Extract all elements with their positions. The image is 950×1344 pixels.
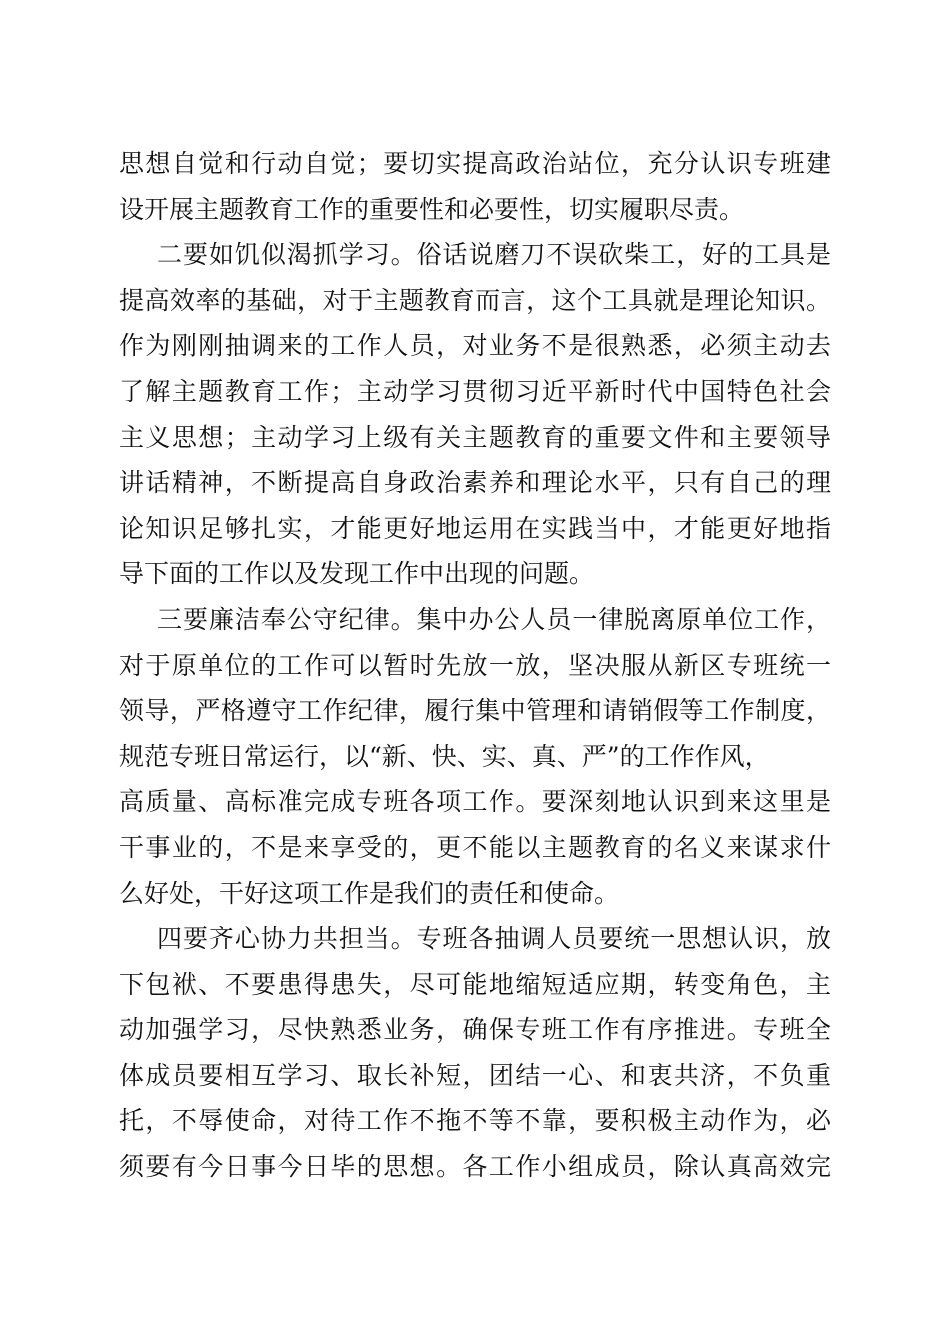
text-line-6: 了解主题教育工作；主动学习贯彻习近平新时代中国特色社会 [119,376,831,406]
text-line-2: 设开展主题教育工作的重要性和必要性，切实履职尽责。 [119,194,745,224]
text-line-5: 作为刚刚抽调来的工作人员，对业务不是很熟悉，必须主动去 [119,331,831,361]
text-line-20: 动加强学习，尽快熟悉业务，确保专班工作有序推进。专班全 [119,1015,831,1045]
text-line-14: 规范专班日常运行，以“新、快、实、真、严”的工作作风， [119,741,770,771]
text-line-3: 二要如饥似渴抓学习。俗话说磨刀不误砍柴工，好的工具是 [157,240,831,270]
text-line-13: 领导，严格遵守工作纪律，履行集中管理和请销假等工作制度， [119,696,831,726]
text-line-23: 须要有今日事今日毕的思想。各工作小组成员，除认真高效完 [119,1152,831,1182]
text-line-18: 四要齐心协力共担当。专班各抽调人员要统一思想认识，放 [157,924,831,954]
text-line-17: 么好处，干好这项工作是我们的责任和使命。 [119,878,620,908]
text-line-15: 高质量、高标准完成专班各项工作。要深刻地认识到来这里是 [119,787,831,817]
text-line-22: 托，不辱使命，对待工作不拖不等不靠，要积极主动作为，必 [119,1106,831,1136]
text-line-21: 体成员要相互学习、取长补短，团结一心、和衷共济，不负重 [119,1060,831,1090]
text-line-7: 主义思想；主动学习上级有关主题教育的重要文件和主要领导 [119,422,831,452]
text-line-19: 下包袱、不要患得患失，尽可能地缩短适应期，转变角色，主 [119,969,831,999]
text-line-12: 对于原单位的工作可以暂时先放一放，坚决服从新区专班统一 [119,650,831,680]
text-line-16: 干事业的，不是来享受的，更不能以主题教育的名义来谋求什 [119,832,831,862]
text-line-10: 导下面的工作以及发现工作中出现的问题。 [119,559,595,589]
body-text [119,141,831,1190]
text-line-8: 讲话精神，不断提高自身政治素养和理论水平，只有自己的理 [119,468,831,498]
text-line-1: 思想自觉和行动自觉；要切实提高政治站位，充分认识专班建 [119,149,831,178]
text-line-11: 三要廉洁奉公守纪律。集中办公人员一律脱离原单位工作， [157,604,831,634]
text-line-9: 论知识足够扎实，才能更好地运用在实践当中，才能更好地指 [119,513,831,543]
text-line-4: 提高效率的基础，对于主题教育而言，这个工具就是理论知识。 [119,285,831,315]
